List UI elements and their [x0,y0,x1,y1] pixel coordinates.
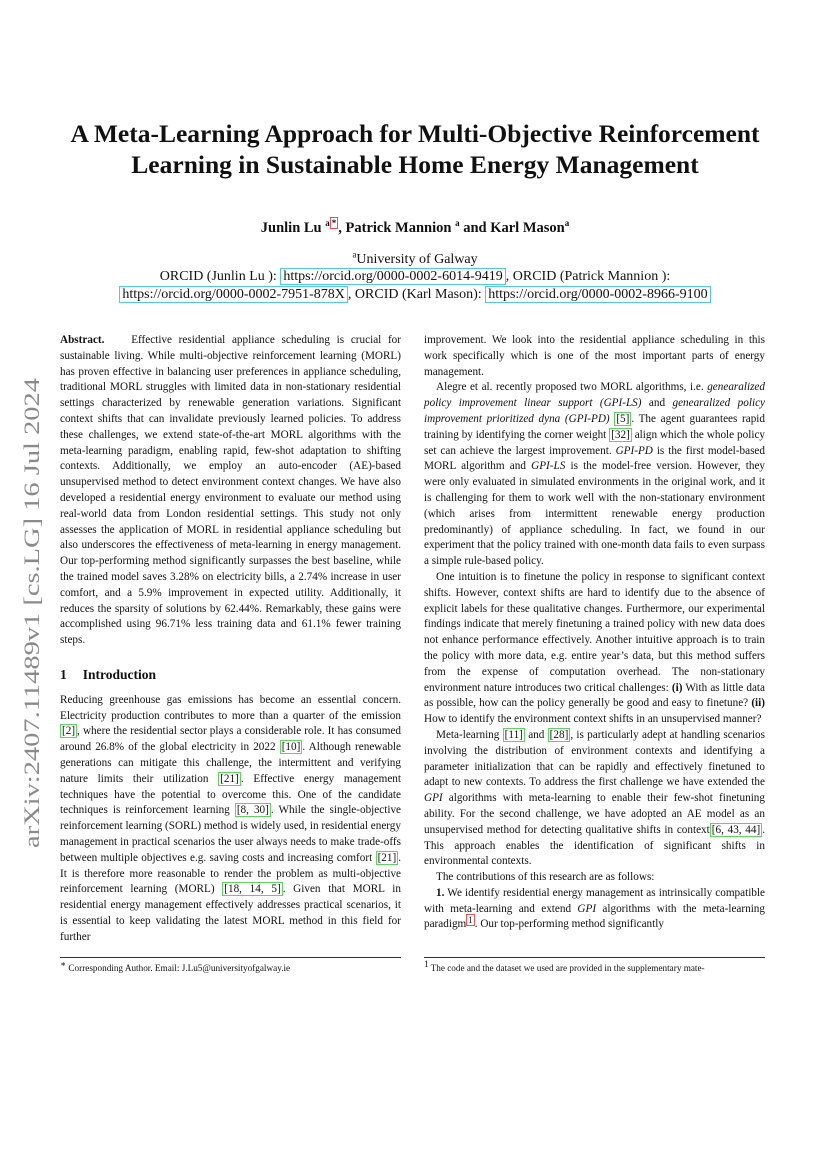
algorithm-name: genearalized policy improvement prioritized dyna (GPI-PD) [424,397,765,425]
corresponding-author-link[interactable]: * [331,218,337,229]
footnote-mark: 1 [424,958,429,969]
author-name: Patrick Mannion [345,220,452,236]
footnote-divider [424,957,765,958]
footnote-corresponding-author [60,958,401,974]
citation-link[interactable]: [8, 30] [236,804,269,817]
paragraph-text: . Given that MORL in residential energy management effectively addresses practical scenarios, it is essential to keep validating the latest MORL method in this field for further [60,883,402,943]
arxiv-identifier-stamp [18,372,46,852]
paragraph-text: Alegre et al. recently proposed two MORL algorithms, i.e. [436,381,708,394]
paragraph-text: . Our top-performing method significantly [474,918,664,931]
citation-link[interactable]: [21] [377,851,397,864]
citation-link[interactable]: [21] [220,772,239,785]
contribution-number: 1. [436,886,445,899]
paragraph-text: One intuition is to finetune the policy in response to significant context shifts. However, context shifts are hard to identify due to the absence of explicit labels for these qualitative changes. Furthermore, our experimental findings indicate that merely finetuning a trained policy with new data does not enhance performance effectively. Another intuitive approach is to train the policy with more data, e.g. entire year’s data, but this method suffers from the expense of computation overhead. The non-stationary environment nature introduces two critical challenges: [424,570,765,694]
footnote-mark: ∗ [60,958,67,969]
paragraph-text: . The agent guarantees rapid training by identifying the corner weight [424,412,765,441]
paragraph-text: . Effective energy management techniques have the potential to overcome this. One of the candidate techniques is reinforcement learning [60,772,401,817]
paragraph-text: , is particularly adept at handling scenarios involving the distribution of environment contexts and identifying a parameter initialization that can be rapidly and effectively finetuned to adapt to new contexts. To address the first challenge we have extended the [424,728,766,789]
paragraph-text: is the model-free version. However, they were only evaluated in simulated environments in the original work, and it is challenging for them to work well with the non-stationary environment (which arises from intermittent renewable energy production predominantly) of appliance scheduling. In fact, we found in our experiment that the policy trained with one-month data fails to even surpass a simple rule-based policy. [424,460,766,568]
section-number: 1 [60,666,67,682]
orcid-link[interactable]: https://orcid.org/0000-0002-6014-9419 [280,268,505,285]
orcid-line [70,268,760,304]
affiliation-marker: a [325,218,330,229]
paragraph-text: Meta-learning [436,728,503,741]
citation-link[interactable]: [11] [504,728,523,741]
paragraph-text: How to identify the environment context shifts in an unsupervised manner? [424,713,762,726]
paragraph-text: , where the residential sector plays a considerable role. It has consumed around 26.8% of the global electricity in 2022 [60,725,401,754]
orcid-link[interactable]: https://orcid.org/0000-0002-8966-9100 [485,286,710,303]
paper-title: A Meta-Learning Approach for Multi-Objective Reinforcement Learning in Sustainable Home Energy Management [70,119,760,179]
citation-link[interactable]: [5] [616,412,630,425]
orcid-label: , ORCID (Patrick Mannion ): [505,269,671,284]
footnote-text: The code and the dataset we used are provided in the supplementary mate- [428,963,705,973]
affiliation-name: University of Galway [356,252,478,267]
affiliation-marker: a [564,218,570,229]
footnote-link[interactable]: 1 [468,914,473,925]
author-list [70,219,760,237]
section-heading-introduction [60,667,401,683]
paragraph-text: algorithms with meta-learning to enable their few-shot finetuning ability. For the second challenge, we have adopted an AE model as an unsupervised method for detecting qualitative shifts in context [424,792,765,836]
citation-link[interactable]: [32] [611,428,630,441]
paragraph-text: . It is therefore more reasonable to render the problem as multi-objective reinforcement learning (MORL) [60,851,401,896]
body-paragraph: The contributions of this research are as follows: [436,871,655,884]
challenge-marker: (ii) [751,697,765,710]
left-column [60,333,401,945]
algorithm-name: GPI-PD [615,444,653,457]
footnote-code-dataset [424,958,765,974]
citation-link[interactable]: [10] [281,741,301,754]
author-name: Junlin Lu [260,220,322,236]
paragraph-text: and [641,397,673,410]
paragraph-text: . Although renewable generations can mitigate this challenge, the intermittent and verifying nature limits their utilization [60,741,401,785]
challenge-marker: (i) [671,681,683,694]
author-separator: and [459,220,491,236]
body-paragraph [424,728,765,870]
paragraph-text: algorithms with the meta-learning paradigm [424,902,765,931]
body-paragraph [424,380,765,570]
citation-link[interactable]: [6, 43, 44] [711,823,761,836]
abstract-label: Abstract. [60,334,105,346]
author-separator: , [338,220,346,236]
intro-paragraph [60,693,401,946]
paragraph-text: With as little data as possible, how can the policy generally be good and easy to finetune? [424,681,765,710]
algorithm-name: GPI [424,792,443,805]
body-paragraph: improvement. We look into the residential appliance scheduling in this work specifically which is one of the most important parts of energy management. [424,334,765,378]
orcid-label: ORCID (Junlin Lu ): [159,269,281,284]
citation-link[interactable]: [2] [62,725,76,738]
right-column [424,333,765,933]
abstract [60,333,401,649]
algorithm-name: GPI-LS [531,460,566,473]
citation-link[interactable]: [28] [549,728,569,741]
contribution-item [424,886,765,933]
body-paragraph [424,570,765,728]
arxiv-identifier[interactable]: arXiv:2407.11489v1 [cs.LG] 16 Jul 2024 [19,484,44,848]
orcid-link[interactable]: https://orcid.org/0000-0002-7951-878X [119,286,348,303]
footnote-divider [60,957,401,958]
paragraph-text: We identify residential energy management as intrinsically compatible with meta-learning and extend [424,886,765,915]
paragraph-text: Reducing greenhouse gas emissions has become an essential concern. Electricity production contributes to more than a quarter of the emission [60,693,401,722]
paragraph-text: is the first model-based MORL algorithm and [424,444,765,473]
affiliation [70,251,760,269]
abstract-text: Effective residential appliance scheduling is crucial for sustainable living. While multi-objective reinforcement learning (MORL) has proven effective in balancing user preferences in appliance scheduling, traditional MORL struggles with limited data in non-stationary residential settings characterized by renewable generation variations. Significant context shifts that can invalidate previously learned policies. To address these challenges, we extend state-of-the-art MORL algorithms with the meta-learning paradigm, enabling rapid, few-shot adaptation to shifting contexts. Additionally, we employ an auto-encoder (AE)-based unsupervised method to detect environment context changes. We have also developed a residential energy environment to evaluate our method using real-world data from London residential settings. This study not only assesses the application of MORL in residential appliance scheduling but also underscores the effectiveness of meta-learning in energy management. Our top-performing method significantly surpasses the best baseline, while the trained model saves 3.28% on electricity bills, a 2.74% increase in user comfort, and a 5.9% improvement in expected utility. Additionally, it reduces the sparsity of solutions by 62.44%. Remarkably, these gains were accomplished using 96.71% less training data and 61.1% fewer training steps. [60,334,402,647]
author-name: Karl Mason [490,220,565,236]
algorithm-name: genearalized policy improvement linear support (GPI-LS) [424,381,765,410]
citation-link[interactable]: [18, 14, 5] [224,883,281,896]
paragraph-text: and [524,728,548,741]
paragraph-text: . This approach enables the identification of significant shifts in environmental contexts. [424,823,766,868]
footnote-text: Corresponding Author. Email: J.Lu5@universityofgalway.ie [66,963,291,973]
paragraph-text: align which the whole policy set can achieve the largest improvement. [424,428,765,457]
paragraph-text: . While the single-objective reinforcement learning (SORL) method is widely used, in residential energy management in practical scenarios the user always needs to make trade-offs between multiple objectives e.g. saving costs and increasing comfort [60,804,401,864]
section-title: Introduction [82,666,157,682]
affiliation-marker: a [455,218,460,229]
affiliation-marker: a [352,249,357,260]
orcid-label: , ORCID (Karl Mason): [347,287,486,302]
algorithm-name: GPI [577,902,597,915]
